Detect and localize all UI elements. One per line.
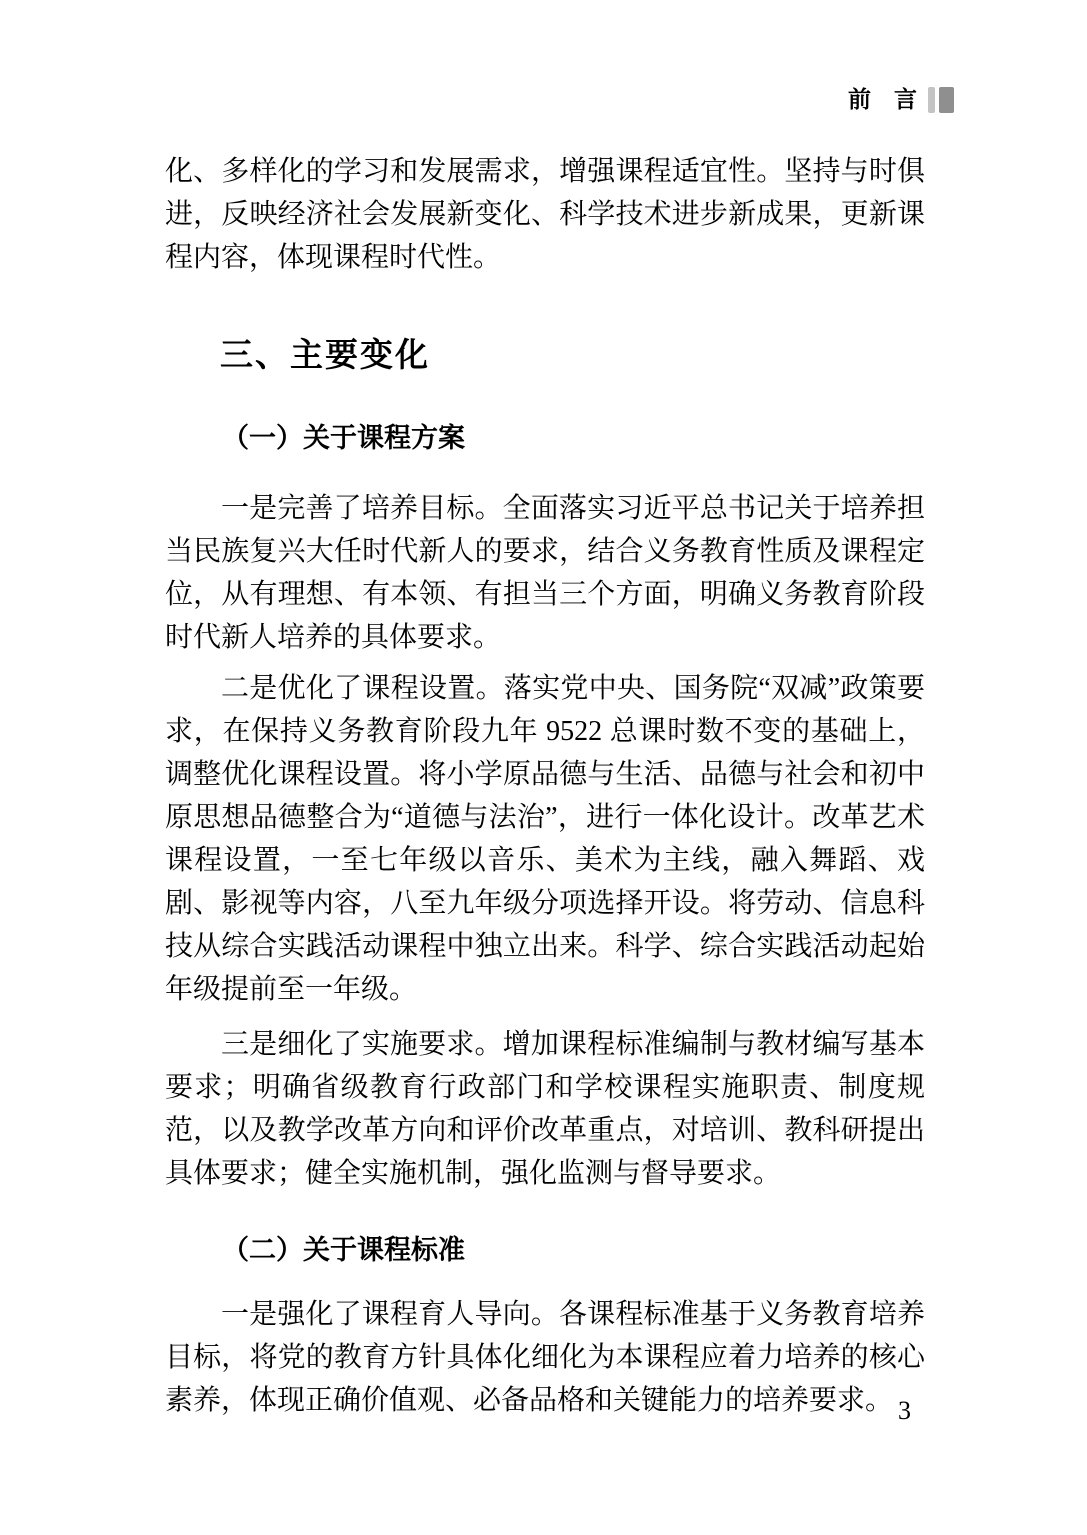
document-body [165,150,925,1422]
subsection-heading-curriculum-plan: （一）关于课程方案 [222,423,465,453]
page-header [848,86,954,114]
paragraph-course-setup: 二是优化了课程设置。落实党中央、国务院“双减”政策要求，在保持义务教育阶段九年 9522 总课时数不变的基础上，调整优化课程设置。将小学原品德与生活、品德与社会和初中原思想品德整合为“道德与法治”，进行一体化设计。改革艺术课程设置，一至七年级以音乐、美术为主线，融入舞蹈、戏剧、影视等内容，八至九年级分项选择开设。将劳动、信息科技从综合实践活动课程中独立出来。科学、综合实践活动起始年级提前至一年级。 [165,673,925,1005]
subsection-heading-curriculum-standards: （二）关于课程标准 [222,1235,465,1265]
paragraph-training-goals: 一是完善了培养目标。全面落实习近平总书记关于培养担当民族复兴大任时代新人的要求，结合义务教育性质及课程定位，从有理想、有本领、有担当三个方面，明确义务教育阶段时代新人培养的具体要求。 [165,493,925,653]
running-head-title: 前 言 [848,87,917,112]
page-number: 3 [898,1396,911,1425]
section-heading-main-changes: 三、主要变化 [220,336,430,373]
paragraph-intro-continuation: 化、多样化的学习和发展需求，增强课程适宜性。坚持与时俱进，反映经济社会发展新变化、科学技术进步新成果，更新课程内容，体现课程时代性。 [165,156,925,273]
paragraph-education-orientation: 一是强化了课程育人导向。各课程标准基于义务教育培养目标，将党的教育方针具体化细化为本课程应着力培养的核心素养，体现正确价值观、必备品格和关键能力的培养要求。 [165,1299,925,1416]
header-decoration-bars [928,87,954,113]
decoration-bar-light-icon [928,87,935,113]
paragraph-implementation-requirements: 三是细化了实施要求。增加课程标准编制与教材编写基本要求；明确省级教育行政部门和学校课程实施职责、制度规范，以及教学改革方向和评价改革重点，对培训、教科研提出具体要求；健全实施机制，强化监测与督导要求。 [165,1029,925,1189]
decoration-bar-dark-icon [939,87,954,113]
